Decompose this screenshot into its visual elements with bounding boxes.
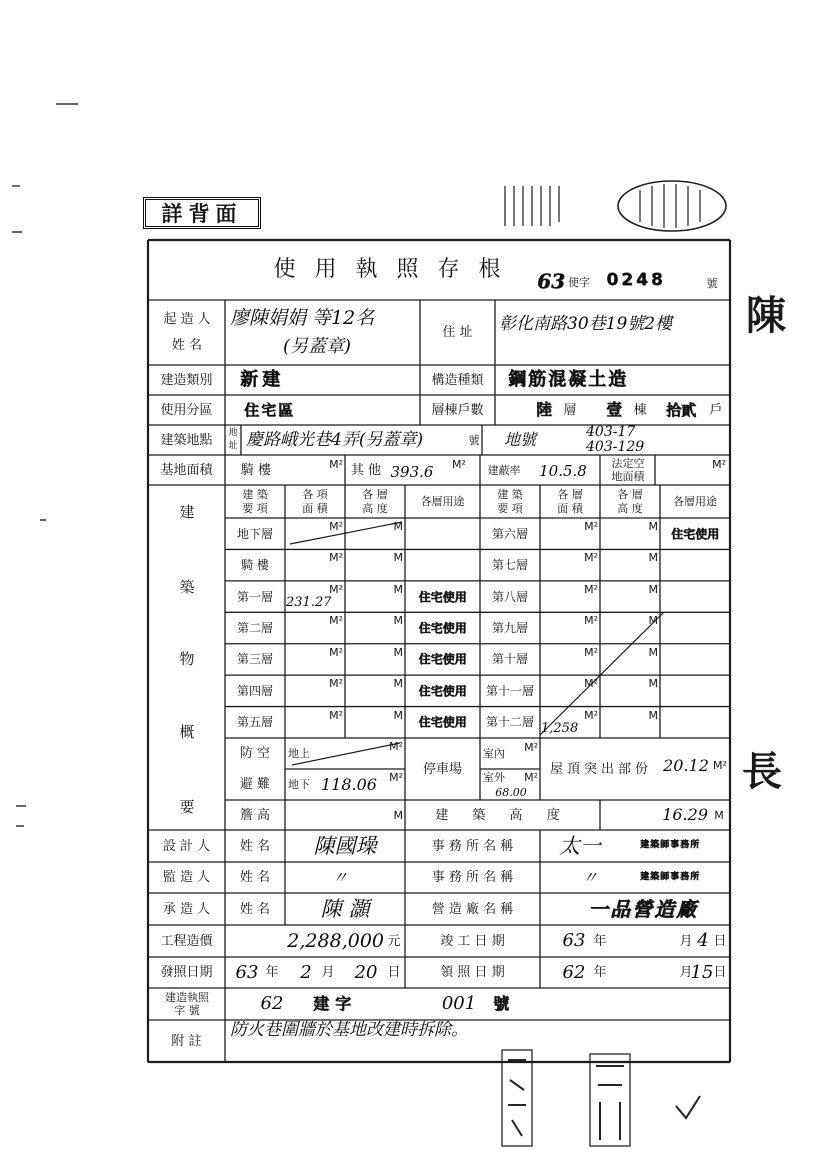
- contractor-firm: 一品營造廠: [588, 897, 698, 921]
- designer-firm-stamp: 建築師事務所: [639, 839, 700, 850]
- floor-height-unit: M: [393, 582, 403, 596]
- building-section-char: 築: [179, 577, 195, 596]
- reviewer-stamp-right: [590, 1054, 630, 1146]
- contractor-label: 承 造 人: [162, 901, 211, 917]
- permit-record-suffix: 號: [492, 994, 509, 1013]
- issue-month-unit: 月: [321, 965, 335, 980]
- household-count-unit: 戶: [709, 402, 723, 418]
- receive-year-unit: 年: [593, 965, 607, 980]
- building-section-char: 概: [179, 722, 195, 741]
- floor-name: 第八層: [491, 589, 528, 604]
- shelter-below-unit: M²: [389, 771, 403, 784]
- location-address-label-top: 地: [228, 428, 238, 439]
- permit-number-label: [150, 989, 224, 1019]
- building-header-cell: [225, 486, 285, 517]
- building-header-cell: [660, 486, 730, 517]
- permit-number: 0248: [606, 269, 666, 290]
- floor-name: 第四層: [236, 683, 273, 698]
- build-type-label: 建造類別: [160, 372, 213, 388]
- receive-date-label: 領 照 日 期: [440, 965, 505, 980]
- strike-mark-basement: [290, 522, 402, 544]
- parking-outdoor-label: 室外: [483, 771, 505, 784]
- designer-name-label: 姓 名: [239, 838, 271, 854]
- floor-height-unit: M: [393, 520, 403, 533]
- floor-height-unit: M: [648, 582, 658, 596]
- site-arcade-label: 騎 樓: [240, 462, 272, 478]
- building-section-char: 建: [179, 502, 195, 521]
- location-label: 建築地點: [160, 432, 213, 448]
- completion-day-unit: 日: [713, 933, 727, 949]
- floor-area-value: 1,258: [541, 720, 579, 736]
- permit-number-label-top: 建造執照: [165, 990, 209, 1004]
- floor-name: 地下層: [236, 526, 273, 541]
- floor-area-unit: M²: [329, 708, 343, 722]
- location-address-label: [225, 426, 241, 454]
- floor-name: 第三層: [236, 652, 273, 667]
- site-area-label: 基地面積: [160, 462, 213, 478]
- eaves-label: 簷 高: [239, 807, 271, 823]
- shelter-above-unit: M²: [389, 740, 403, 753]
- shelter-label-bottom: 避 難: [239, 777, 271, 792]
- site-other-value: 393.6: [390, 462, 434, 481]
- building-count-unit: 棟: [633, 402, 647, 418]
- lot-number-1: 403-17: [586, 423, 636, 440]
- building-height-label: 建 築 高 度: [435, 807, 570, 823]
- receive-month-unit: 月: [679, 965, 693, 980]
- floor-use-value: 住宅使用: [670, 526, 719, 541]
- completion-year: 63: [562, 930, 586, 951]
- building-header-text: 要 項: [497, 502, 523, 515]
- floor-area-unit: M²: [584, 677, 598, 691]
- parking-outdoor-unit: M²: [524, 771, 538, 784]
- location-address-label-bottom: 址: [228, 440, 238, 451]
- floor-name: 第七層: [491, 558, 528, 573]
- parking-outdoor-value: 68.00: [495, 786, 527, 799]
- location-address: 慶路峨光巷4弄(另蓋章): [246, 429, 424, 450]
- reviewer-stamp-left: [502, 1050, 532, 1146]
- margin-char-top: 陳: [746, 292, 786, 339]
- floor-use-value: 住宅使用: [418, 589, 467, 604]
- floor-height-unit: M: [393, 614, 403, 628]
- contractor-name: 陳 灝: [320, 896, 370, 921]
- building-header-text: 各 層: [557, 488, 583, 501]
- floor-height-unit: M: [648, 645, 658, 659]
- building-header-cell: [540, 486, 600, 517]
- floor-area-unit: M²: [329, 582, 343, 596]
- permit-record-year: 62: [260, 993, 284, 1014]
- applicant-address-label: 住 址: [442, 325, 473, 340]
- issue-date-label: 發照日期: [160, 965, 213, 980]
- oval-stamp: [618, 181, 726, 231]
- coverage-value: 10.5.8: [539, 461, 587, 480]
- roof-projection-unit: M²: [713, 758, 727, 772]
- structure-value: 鋼筋混凝土造: [508, 369, 628, 390]
- zoning-label: 使用分區: [160, 402, 213, 418]
- shelter-above-label: 地上: [288, 747, 310, 760]
- supervisor-firm-stamp: 建築師事務所: [639, 871, 700, 882]
- floor-area-unit: M²: [584, 520, 598, 533]
- applicant-label-bottom: 姓 名: [171, 337, 203, 353]
- completion-year-unit: 年: [593, 933, 607, 949]
- check-mark: [676, 1096, 700, 1118]
- cost-unit: 元: [387, 933, 401, 949]
- note-label: 附 註: [171, 1033, 202, 1049]
- location-number-unit: 號: [468, 433, 480, 447]
- shelter-label-top: 防 空: [239, 746, 271, 761]
- note-value: 防火巷圍牆於基地改建時拆除。: [230, 1019, 468, 1040]
- shelter-below-label: 地下: [288, 778, 310, 791]
- parking-indoor-unit: M²: [524, 741, 538, 754]
- roof-projection-value: 20.12: [663, 756, 709, 775]
- floor-area-unit: M²: [584, 551, 598, 565]
- floor-area-value: 231.27: [286, 595, 332, 611]
- coverage-label: 建蔽率: [487, 463, 521, 477]
- floor-area-unit: M²: [584, 614, 598, 628]
- site-other-unit: M²: [452, 458, 466, 471]
- building-header-cell: [480, 486, 540, 517]
- completion-month-unit: 月: [679, 933, 693, 949]
- open-space-label: [601, 456, 655, 484]
- building-header-text: 建 築: [497, 488, 523, 501]
- designer-name: 陳國璪: [313, 833, 377, 858]
- open-space-label-top: 法定空: [611, 457, 645, 470]
- floor-name: 第五層: [236, 715, 273, 730]
- receive-day: 15: [690, 961, 714, 983]
- floor-area-unit: M²: [329, 520, 343, 533]
- building-header-text: 各層用途: [420, 495, 465, 508]
- zoning-value: 住宅區: [244, 400, 296, 419]
- open-space-unit: M²: [712, 458, 726, 471]
- building-header-text: 各層用途: [673, 495, 717, 508]
- building-header-text: 高 度: [362, 502, 388, 515]
- floor-height-unit: M: [393, 677, 403, 691]
- floor-height-unit: M: [393, 708, 403, 722]
- cost-label: 工程造價: [160, 933, 213, 949]
- issue-day: 20: [354, 961, 378, 983]
- floor-area-unit: M²: [329, 645, 343, 659]
- eaves-unit: M: [393, 808, 403, 822]
- floor-height-unit: M: [648, 614, 658, 628]
- designer-firm-label: 事 務 所 名 稱: [431, 838, 514, 854]
- floor-name: 第一層: [236, 589, 273, 604]
- issue-year: 63: [235, 961, 259, 983]
- parking-label: 停車場: [422, 761, 462, 777]
- building-header-text: 各 項: [302, 488, 328, 501]
- designer-label: 設 計 人: [162, 838, 211, 854]
- building-header-text: 面 積: [557, 502, 583, 515]
- building-height-value: 16.29: [662, 805, 708, 824]
- form-title: 使 用 執 照 存 根: [273, 257, 507, 282]
- receive-year: 62: [562, 961, 586, 983]
- floor-height-unit: M: [648, 708, 658, 722]
- permit-prefix: 使字: [568, 275, 590, 289]
- supervisor-label: 監 造 人: [162, 870, 211, 885]
- building-header-cell: [405, 486, 480, 517]
- site-other-label: 其 他: [350, 462, 382, 478]
- floor-name: 騎 樓: [241, 558, 269, 573]
- floor-area-unit: M²: [584, 708, 598, 722]
- issue-month: 2: [300, 961, 312, 983]
- issue-year-unit: 年: [265, 965, 279, 980]
- receive-day-unit: 日: [713, 965, 727, 980]
- building-count: 壹: [605, 400, 622, 419]
- margin-char-middle: 長: [742, 748, 782, 795]
- supervisor-name: 〃: [331, 867, 348, 887]
- roof-projection-label: 屋頂突出部份: [549, 761, 652, 777]
- parking-indoor-label: 室內: [483, 747, 505, 760]
- floor-name: 第二層: [236, 620, 273, 635]
- build-type-value: 新建: [240, 369, 284, 390]
- floor-area-unit: M²: [329, 677, 343, 691]
- floor-name: 第十二層: [485, 715, 534, 730]
- floor-height-unit: M: [648, 551, 658, 565]
- floor-name: 第九層: [491, 620, 528, 635]
- applicant-name: 廖陳娟娟 等12名: [230, 306, 375, 329]
- building-header-cell: [345, 486, 405, 517]
- building-header-text: 各 層: [362, 488, 388, 501]
- household-count: 拾貳: [665, 400, 696, 419]
- building-header-text: 面 積: [302, 502, 328, 515]
- building-header-text: 要 項: [242, 502, 268, 515]
- floor-count: 陸: [535, 400, 552, 419]
- floor-use-value: 住宅使用: [418, 620, 467, 635]
- applicant-label: [150, 301, 224, 364]
- contractor-firm-label: 營 造 廠 名 稱: [431, 901, 514, 917]
- floor-count-unit: 層: [563, 402, 577, 418]
- floor-area-unit: M²: [329, 551, 343, 565]
- building-header-text: 建 築: [242, 488, 268, 501]
- permit-record-number: 001: [441, 993, 477, 1014]
- counts-label: 層棟戶數: [431, 402, 484, 418]
- scan-specks: [12, 104, 78, 826]
- applicant-label-top: 起 造 人: [163, 312, 211, 328]
- designer-firm: 太一: [559, 833, 601, 858]
- supervisor-firm-label: 事 務 所 名 稱: [431, 870, 514, 885]
- floor-use-value: 住宅使用: [418, 683, 467, 698]
- building-height-unit: M: [714, 808, 724, 822]
- completion-day: 4: [697, 930, 709, 951]
- building-header-text: 高 度: [617, 502, 643, 515]
- floor-height-unit: M: [393, 551, 403, 565]
- permit-record-word: 建字: [312, 994, 357, 1013]
- see-reverse-stamp: 詳背面: [143, 197, 261, 229]
- building-header-cell: [600, 486, 660, 517]
- contractor-name-label: 姓 名: [239, 901, 271, 917]
- open-space-label-bottom: 地面積: [611, 470, 645, 483]
- completion-date-label: 竣 工 日 期: [440, 933, 505, 949]
- building-header-text: 各 層: [617, 488, 643, 501]
- floor-height-unit: M: [648, 677, 658, 691]
- floor-use-value: 住宅使用: [418, 715, 467, 730]
- floor-name: 第十層: [491, 652, 528, 667]
- building-section-char: 要: [179, 797, 195, 816]
- vertical-remark-block: [505, 186, 559, 226]
- site-arcade-unit: M²: [329, 458, 343, 471]
- building-section-char: 物: [179, 649, 195, 668]
- applicant-name-note: (另蓋章): [282, 336, 352, 357]
- floor-height-unit: M: [393, 645, 403, 659]
- permit-year: 63: [537, 269, 565, 293]
- floor-height-unit: M: [648, 520, 658, 533]
- supervisor-firm: 〃: [581, 867, 598, 887]
- issue-day-unit: 日: [387, 965, 401, 980]
- floor-use-value: 住宅使用: [418, 652, 467, 667]
- lot-number-2: 403-129: [586, 438, 645, 455]
- building-header-cell: [285, 486, 345, 517]
- permit-number-label-bottom: 字 號: [174, 1004, 200, 1018]
- floor-area-unit: M²: [584, 645, 598, 659]
- lot-label: 地號: [503, 430, 536, 449]
- floor-area-unit: M²: [584, 582, 598, 596]
- floor-name: 第十一層: [485, 683, 534, 698]
- floor-area-unit: M²: [329, 614, 343, 628]
- cost-value: 2,288,000: [287, 929, 384, 952]
- structure-label: 構造種類: [431, 372, 484, 388]
- supervisor-name-label: 姓 名: [239, 870, 271, 885]
- applicant-address: 彰化南路30巷19號2樓: [499, 313, 673, 334]
- permit-suffix: 號: [706, 276, 718, 290]
- shelter-below-value: 118.06: [321, 775, 377, 794]
- floor-name: 第六層: [491, 526, 528, 541]
